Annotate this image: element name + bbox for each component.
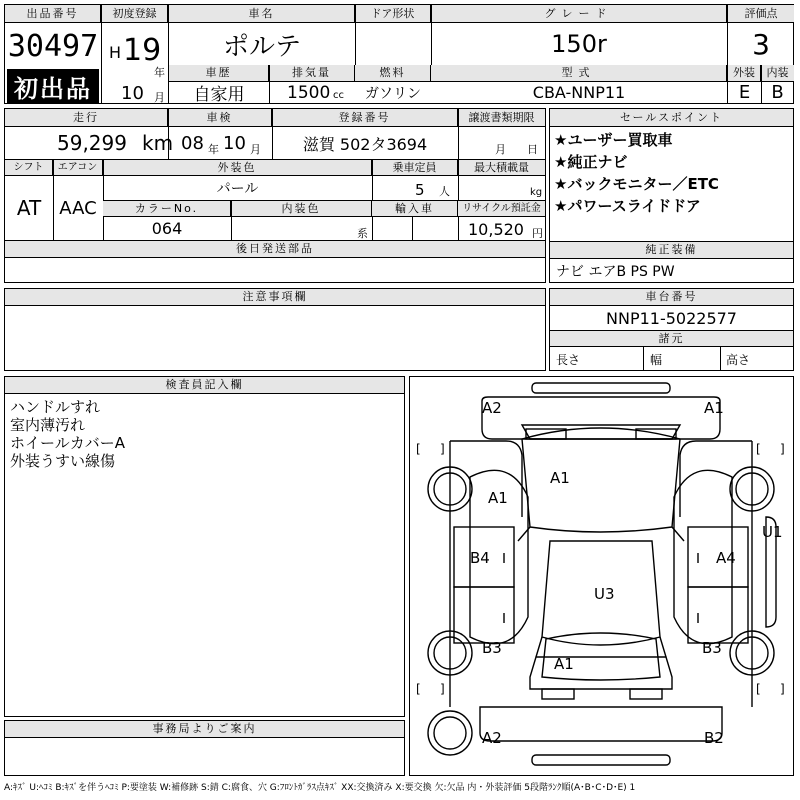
legend-line: A:ｷｽﾞ U:ﾍｺﾐ B:ｷｽﾞを伴うﾍｺﾐ P:要塗装 W:補修跡 S:錆 C:腐食、穴 G:ﾌﾛﾝﾄｶﾞﾗｽ点ｷｽﾞ XX:交換済み X:要交換 欠:欠品 内・外装評価 5段階ﾗﾝｸ順(A･B･C･D･E) 1 — [4, 783, 636, 793]
svg-text:[: [ — [416, 682, 421, 696]
year-unit: 年 — [154, 66, 165, 79]
genuine-equipment-header: 純正装備 — [550, 242, 793, 259]
sales-point-3: ★バックモニター／ETC — [554, 175, 719, 193]
color-no-value: 064 — [151, 219, 183, 238]
sales-points-box — [549, 108, 794, 242]
fuel-value: ガソリン — [365, 85, 421, 102]
month-unit: 月 — [154, 91, 165, 104]
mileage-unit: km — [142, 131, 174, 155]
max-load-header: 最大積載量 — [458, 160, 545, 176]
car-name-header: 車名 — [169, 5, 355, 23]
mark-rear-left: A2 — [482, 729, 502, 747]
grade-header: グレード — [431, 5, 727, 23]
model-header: 型式 — [431, 65, 727, 82]
vehicle-info-top — [4, 4, 794, 104]
length-label: 長さ — [556, 353, 581, 367]
mileage-value: 59,299 — [57, 131, 127, 155]
inspector-note-1: ハンドルすれ — [10, 398, 101, 416]
width-label: 幅 — [650, 353, 663, 367]
specs-header: 諸元 — [550, 331, 793, 347]
svg-text:]: ] — [440, 442, 445, 456]
chassis-header: 車台番号 — [550, 289, 793, 306]
displacement-header: 排気量 — [269, 65, 355, 82]
aircon-header: エアコン — [53, 160, 103, 176]
capacity-value: 5 — [415, 181, 425, 199]
displacement-value: 1500 — [287, 83, 331, 103]
shift-header: シフト — [5, 160, 53, 176]
inspection-month-unit: 月 — [250, 143, 261, 156]
interior-grade: B — [771, 82, 784, 103]
score-header: 評価点 — [728, 5, 794, 23]
sales-point-4: ★パワースライドドア — [554, 197, 701, 215]
score-value: 3 — [752, 27, 770, 61]
chassis-box — [549, 288, 794, 371]
int-color-header: 内装色 — [231, 201, 372, 217]
mark-center: U3 — [594, 585, 615, 603]
svg-text:[: [ — [756, 442, 761, 456]
exterior-grade: E — [738, 82, 751, 103]
fuel-header: 燃料 — [355, 65, 431, 82]
svg-text:]: ] — [440, 682, 445, 696]
inspector-header: 検査員記入欄 — [5, 377, 404, 394]
inspection-month: 10 — [223, 133, 246, 154]
displacement-unit: cc — [333, 90, 344, 101]
door-value — [355, 23, 431, 65]
import-header: 輸入車 — [372, 201, 458, 217]
inspection-header: 車検 — [168, 109, 272, 127]
model-value: CBA-NNP11 — [532, 83, 626, 102]
mark-right-edge: U1 — [762, 523, 783, 541]
car-outline-diagram — [410, 377, 793, 775]
first-reg-header: 初度登録 — [102, 5, 168, 23]
exterior-header: 外装 — [728, 65, 761, 82]
transfer-doc-header: 譲渡書類期限 — [458, 109, 545, 127]
mark-rear-glass: A1 — [554, 655, 574, 673]
inspector-note-3: ホイールカバーA — [10, 434, 125, 452]
capacity-unit: 人 — [439, 185, 450, 198]
inspector-note-2: 室内薄汚れ — [10, 416, 86, 434]
interior-header: 内装 — [761, 65, 794, 82]
mark-left-side: B4 — [470, 549, 490, 567]
aircon-value: AAC — [59, 197, 97, 219]
mark-rear-right: B2 — [704, 729, 724, 747]
load-unit: kg — [530, 187, 543, 198]
vehicle-info-middle — [4, 108, 546, 283]
reg-no-value: 滋賀 502タ3694 — [302, 134, 428, 154]
first-reg-month: 10 — [121, 83, 144, 104]
car-name-value: ポルテ — [222, 31, 301, 62]
sales-points-header: セールスポイント — [550, 109, 793, 127]
mark-left-rear: B3 — [482, 639, 502, 657]
ext-color-header: 外装色 — [103, 160, 372, 176]
genuine-equipment-value: ナビ エアB PS PW — [556, 264, 675, 280]
recycle-unit: 円 — [532, 227, 543, 240]
lot-no-header: 出品番号 — [5, 5, 101, 23]
later-parts-area — [5, 258, 545, 282]
svg-text:[: [ — [416, 442, 421, 456]
mark-front-right: A1 — [704, 399, 724, 417]
mark-right-rear: B3 — [702, 639, 722, 657]
mark-right-side: A4 — [716, 549, 736, 567]
grade-value: 150r — [551, 30, 607, 58]
vehicle-diagram — [409, 376, 794, 776]
svg-text:]: ] — [780, 442, 785, 456]
notes-box — [4, 288, 546, 371]
inspection-year-unit: 年 — [208, 143, 219, 156]
chassis-value: NNP11-5022577 — [606, 308, 737, 328]
recycle-header: リサイクル預託金 — [458, 201, 545, 217]
notes-header: 注意事項欄 — [5, 289, 545, 306]
first-reg-year: 19 — [123, 33, 162, 68]
later-parts-header: 後日発送部品 — [5, 241, 545, 258]
office-box — [4, 720, 405, 776]
inspection-year: 08 — [181, 133, 204, 154]
svg-text:]: ] — [780, 682, 785, 696]
genuine-equipment-box — [549, 241, 794, 283]
lot-no-value: 30497 — [7, 28, 99, 64]
history-header: 車歴 — [169, 65, 269, 82]
shift-value: AT — [16, 196, 42, 220]
int-color-suffix: 系 — [357, 227, 368, 240]
reg-no-header: 登録番号 — [272, 109, 458, 127]
recycle-value: 10,520 — [468, 220, 524, 239]
capacity-header: 乗車定員 — [372, 160, 458, 176]
era-label: H — [109, 43, 122, 62]
office-header: 事務局よりご案内 — [5, 721, 404, 738]
mileage-header: 走行 — [5, 109, 168, 127]
door-header: ドア形状 — [355, 5, 431, 23]
mark-roof: A1 — [550, 469, 570, 487]
height-label: 高さ — [726, 353, 751, 367]
history-value: 自家用 — [193, 85, 245, 105]
inspector-box — [4, 376, 405, 717]
first-listing-badge: 初出品 — [7, 69, 99, 103]
transfer-day-unit: 日 — [527, 143, 538, 156]
mark-left-front-door: A1 — [488, 489, 508, 507]
sales-point-1: ★ユーザー買取車 — [554, 131, 673, 149]
inspector-note-4: 外装うすい線傷 — [10, 452, 116, 470]
ext-color-value: パール — [216, 181, 259, 197]
mark-front-left: A2 — [482, 399, 502, 417]
color-no-header: カラーNo. — [103, 201, 231, 217]
transfer-month-unit: 月 — [495, 143, 506, 156]
sales-point-2: ★純正ナビ — [554, 153, 628, 171]
svg-text:[: [ — [756, 682, 761, 696]
